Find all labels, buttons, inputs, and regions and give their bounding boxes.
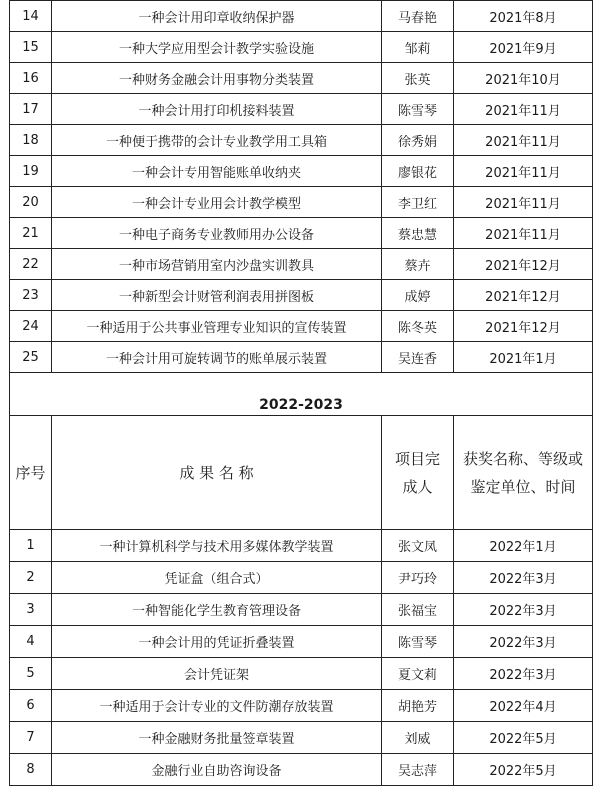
achievement-title: 一种适用于公共事业管理专业知识的宣传装置 — [52, 311, 382, 342]
project-person: 邹莉 — [382, 32, 454, 63]
row-number: 18 — [10, 125, 52, 156]
header-person: 项目完成人 — [382, 416, 454, 530]
project-person: 张文凤 — [382, 530, 454, 562]
table-row — [10, 690, 593, 722]
table-row — [10, 280, 593, 311]
award-date: 2021年11月 — [454, 94, 593, 125]
row-number: 6 — [10, 690, 52, 722]
project-person: 陈雪琴 — [382, 94, 454, 125]
award-date: 2022年4月 — [454, 690, 593, 722]
award-date: 2021年11月 — [454, 125, 593, 156]
header-number: 序号 — [10, 416, 52, 530]
project-person: 蔡卉 — [382, 249, 454, 280]
award-date: 2021年11月 — [454, 187, 593, 218]
header-award: 获奖名称、等级或鉴定单位、时间 — [454, 416, 593, 530]
row-number: 2 — [10, 562, 52, 594]
award-date: 2022年5月 — [454, 722, 593, 754]
achievement-title: 金融行业自助咨询设备 — [52, 754, 382, 786]
award-date: 2022年1月 — [454, 530, 593, 562]
row-number: 23 — [10, 280, 52, 311]
table-row — [10, 1, 593, 32]
award-date: 2022年3月 — [454, 562, 593, 594]
award-date: 2021年12月 — [454, 280, 593, 311]
project-person: 徐秀娟 — [382, 125, 454, 156]
table-row — [10, 562, 593, 594]
table-row — [10, 722, 593, 754]
achievement-title: 一种市场营销用室内沙盘实训教具 — [52, 249, 382, 280]
achievement-title: 一种会计专业用会计教学模型 — [52, 187, 382, 218]
section-year-row — [10, 373, 593, 416]
achievement-title: 一种适用于会计专业的文件防潮存放装置 — [52, 690, 382, 722]
row-number: 25 — [10, 342, 52, 373]
row-number: 16 — [10, 63, 52, 94]
row-number: 4 — [10, 626, 52, 658]
row-number: 19 — [10, 156, 52, 187]
row-number: 21 — [10, 218, 52, 249]
row-number: 3 — [10, 594, 52, 626]
achievement-title: 一种大学应用型会计教学实验设施 — [52, 32, 382, 63]
table-row — [10, 311, 593, 342]
achievement-title: 会计凭证架 — [52, 658, 382, 690]
achievement-title: 一种会计用的凭证折叠装置 — [52, 626, 382, 658]
table-row — [10, 218, 593, 249]
table-row — [10, 249, 593, 280]
award-date: 2022年3月 — [454, 594, 593, 626]
table-row — [10, 342, 593, 373]
row-number: 1 — [10, 530, 52, 562]
row-number: 8 — [10, 754, 52, 786]
row-number: 7 — [10, 722, 52, 754]
row-number: 24 — [10, 311, 52, 342]
section-year-label: 2022-2023 — [10, 373, 593, 416]
project-person: 陈冬英 — [382, 311, 454, 342]
table-row — [10, 754, 593, 786]
table-row — [10, 94, 593, 125]
project-person: 夏文莉 — [382, 658, 454, 690]
header-title: 成 果 名 称 — [52, 416, 382, 530]
achievements-table — [9, 0, 593, 786]
achievement-title: 一种会计用打印机接料装置 — [52, 94, 382, 125]
row-number: 14 — [10, 1, 52, 32]
row-number: 17 — [10, 94, 52, 125]
award-date: 2022年3月 — [454, 626, 593, 658]
achievements-table-sheet — [9, 0, 592, 786]
table-row — [10, 63, 593, 94]
table-row — [10, 156, 593, 187]
achievement-title: 一种财务金融会计用事物分类装置 — [52, 63, 382, 94]
row-number: 5 — [10, 658, 52, 690]
achievement-title: 一种电子商务专业教师用办公设备 — [52, 218, 382, 249]
project-person: 廖银花 — [382, 156, 454, 187]
award-date: 2021年11月 — [454, 218, 593, 249]
award-date: 2021年1月 — [454, 342, 593, 373]
project-person: 陈雪琴 — [382, 626, 454, 658]
achievement-title: 一种金融财务批量签章装置 — [52, 722, 382, 754]
achievement-title: 一种便于携带的会计专业教学用工具箱 — [52, 125, 382, 156]
table-row — [10, 658, 593, 690]
table-row — [10, 125, 593, 156]
project-person: 张英 — [382, 63, 454, 94]
award-date: 2021年10月 — [454, 63, 593, 94]
award-date: 2021年12月 — [454, 249, 593, 280]
achievement-title: 一种会计用可旋转调节的账单展示装置 — [52, 342, 382, 373]
table-row — [10, 32, 593, 63]
achievement-title: 一种会计用印章收纳保护器 — [52, 1, 382, 32]
table-header-row — [10, 416, 593, 530]
row-number: 20 — [10, 187, 52, 218]
project-person: 吴连香 — [382, 342, 454, 373]
achievement-title: 一种会计专用智能账单收纳夹 — [52, 156, 382, 187]
achievement-title: 凭证盒（组合式） — [52, 562, 382, 594]
row-number: 15 — [10, 32, 52, 63]
achievement-title: 一种智能化学生教育管理设备 — [52, 594, 382, 626]
project-person: 张福宝 — [382, 594, 454, 626]
award-date: 2021年11月 — [454, 156, 593, 187]
award-date: 2021年12月 — [454, 311, 593, 342]
project-person: 李卫红 — [382, 187, 454, 218]
award-date: 2021年8月 — [454, 1, 593, 32]
project-person: 胡艳芳 — [382, 690, 454, 722]
table-row — [10, 594, 593, 626]
project-person: 刘威 — [382, 722, 454, 754]
table-row — [10, 187, 593, 218]
achievement-title: 一种新型会计财管利润表用拼图板 — [52, 280, 382, 311]
project-person: 蔡忠慧 — [382, 218, 454, 249]
award-date: 2022年5月 — [454, 754, 593, 786]
award-date: 2021年9月 — [454, 32, 593, 63]
project-person: 马春艳 — [382, 1, 454, 32]
project-person: 成婷 — [382, 280, 454, 311]
table-row — [10, 626, 593, 658]
row-number: 22 — [10, 249, 52, 280]
achievement-title: 一种计算机科学与技术用多媒体教学装置 — [52, 530, 382, 562]
project-person: 尹巧玲 — [382, 562, 454, 594]
table-row — [10, 530, 593, 562]
project-person: 吴志萍 — [382, 754, 454, 786]
award-date: 2022年3月 — [454, 658, 593, 690]
